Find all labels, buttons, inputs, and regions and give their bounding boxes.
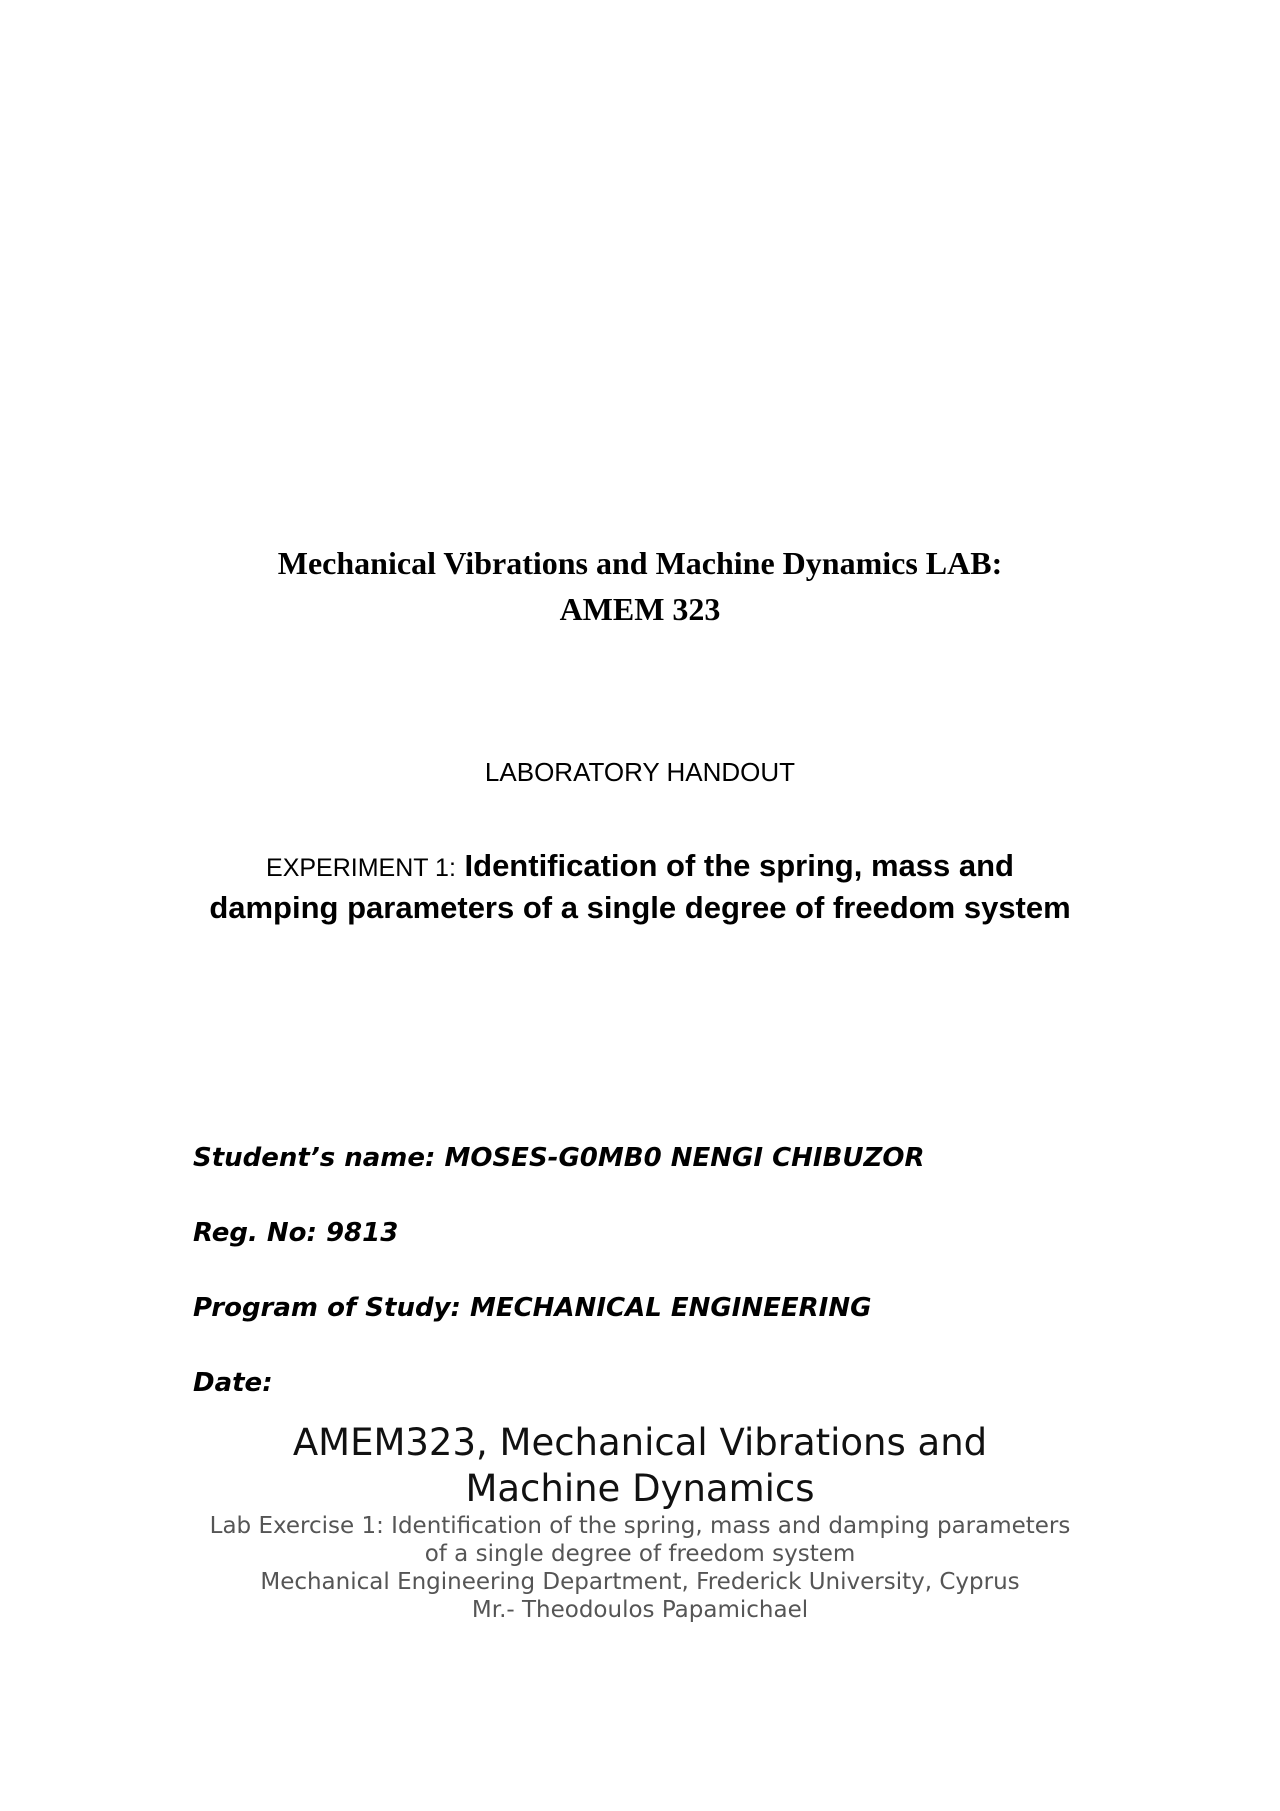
experiment-label: EXPERIMENT 1:: [266, 854, 456, 882]
footer-department: Mechanical Engineering Department, Frederick University, Cyprus: [260, 1569, 1020, 1595]
footer-lab-line2: of a single degree of freedom system: [424, 1541, 856, 1567]
footer-title: [0, 1420, 1280, 1512]
handout-label: LABORATORY HANDOUT: [484, 757, 796, 787]
course-title-line2: AMEM 323: [559, 591, 721, 627]
footer-title-line2: Machine Dynamics: [465, 1467, 815, 1510]
date-field: Date:: [193, 1368, 273, 1398]
course-title-line1: Mechanical Vibrations and Machine Dynamics LAB:: [277, 545, 1003, 581]
student-name: Student’s name: MOSES-G0MB0 NENGI CHIBUZOR: [193, 1143, 925, 1173]
experiment-title: Identification of the spring, mass and damping parameters of a single degree of freedom system: [209, 848, 1071, 925]
course-title: [0, 540, 1280, 632]
registration-number: Reg. No: 9813: [193, 1218, 399, 1248]
program-of-study: Program of Study: MECHANICAL ENGINEERING: [193, 1293, 872, 1323]
footer-lab-line1: Lab Exercise 1: Identification of the spring, mass and damping parameters: [209, 1513, 1071, 1539]
experiment-heading: [200, 846, 1080, 927]
footer-instructor: Mr.- Theodoulos Papamichael: [471, 1597, 809, 1623]
footer-details: [0, 1512, 1280, 1624]
student-info: [193, 1138, 1093, 1438]
footer-title-line1: AMEM323, Mechanical Vibrations and: [292, 1421, 988, 1464]
